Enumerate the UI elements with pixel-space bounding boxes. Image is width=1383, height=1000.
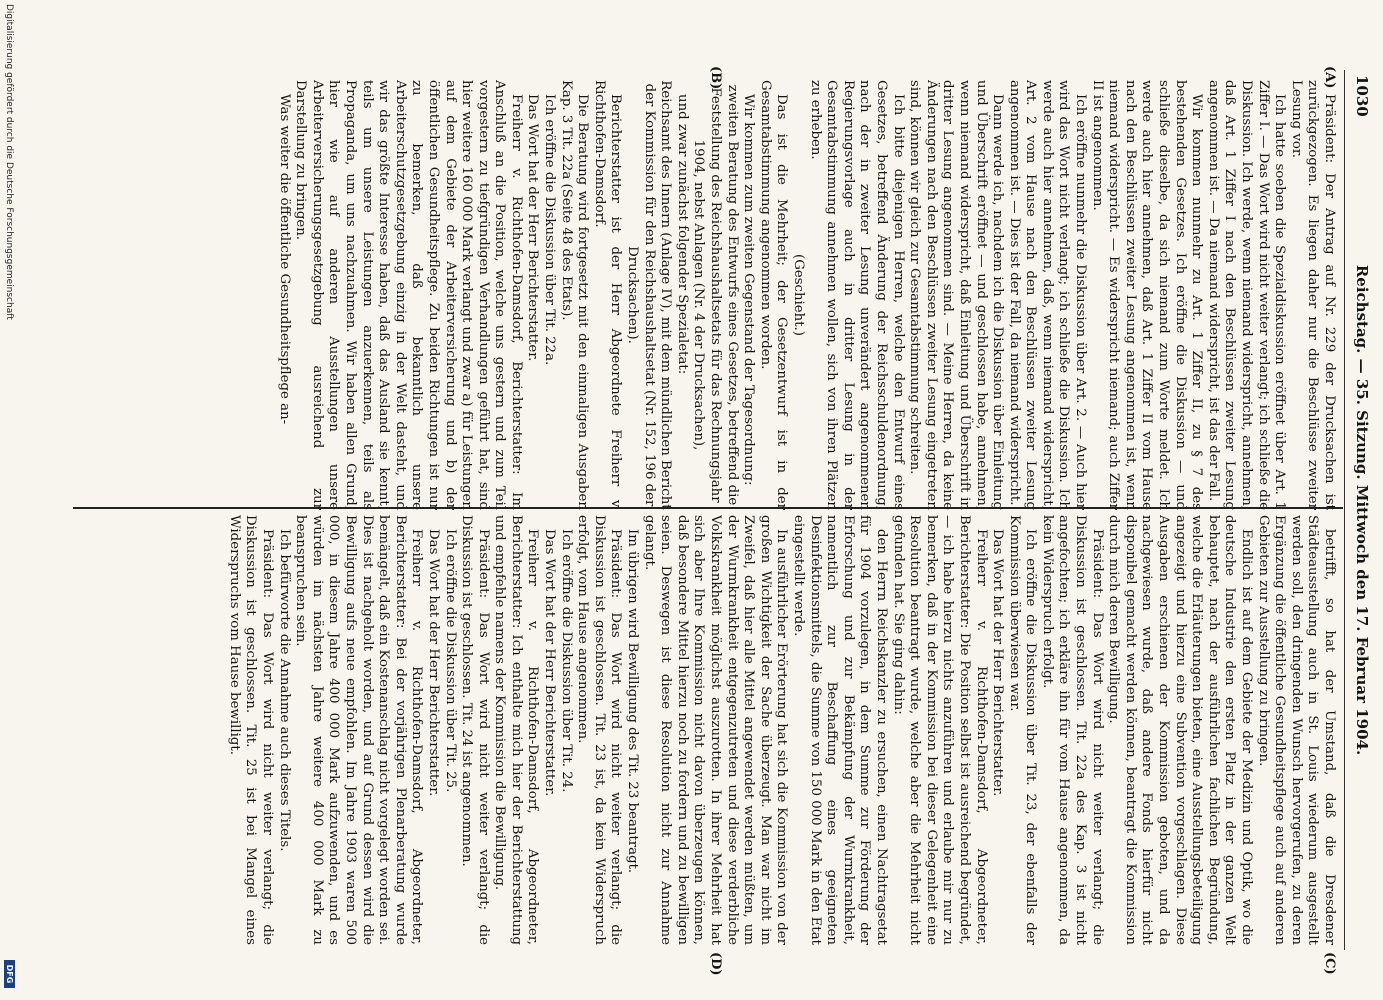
paragraph: und zwar zunächst folgender Spezialetat: xyxy=(674,94,690,375)
margin-marker-b: (B) xyxy=(708,66,723,90)
paragraph: Was weiter die öffentliche Gesundheitspflege an- xyxy=(276,94,292,425)
paragraph: Reichsamt des Innern (Anlage IV), mit dem mündlichen Bericht der Kommission für den Reichshaushaltsetat (Nr. 152, 196 der Drucksachen). xyxy=(625,80,674,510)
header-rule xyxy=(1344,70,1345,950)
paragraph: Wir kommen nunmehr zu Art. 1 Ziffer II, zu § 7 des bestehenden Gesetzes. Ich eröffne die Diskussion — und schließe dieselbe, da sich niemand zum Worte meldet. Ich werde auch hier annehmen, daß Art. 1 Ziffer II vom Hause nach den Beschlüssen zweiter Lesung angenommen ist, wenn niemand widerspricht. — Es widerspricht niemand; auch Ziffer II ist angenommen. xyxy=(1089,80,1205,510)
paragraph: Die Beratung wird fortgesetzt mit den einmaligen Ausgaben Kap. 3 Tit. 22a (Seite 48 des Etats). xyxy=(558,80,591,510)
paragraph: Ich eröffne die Diskussion über Tit. 24. xyxy=(558,529,574,793)
paragraph: Präsident: Der Antrag auf Nr. 229 der Drucksachen ist zurückgezogen. Es liegen daher nur die Beschlüsse zweiter Lesung vor. xyxy=(1288,80,1337,510)
paragraph: In ausführlicher Erörterung hat sich die Kommission von der großen Wichtigkeit der Sache überzeugt. Man war nicht im Zweifel, daß hier alle Mittel angewendet werden müßten, um der Wurmkrankheit entgegenzutreten und diese verderbliche Volkskrankheit möglichst auszurotten. In ihrer Mehrheit hat sich aber Ihre Kommission nicht davon überzeugen können, daß besondere Mittel hierzu noch zu fordern und zu bewilligen seien. Deswegen ist diese Resolution nicht zur Annahme gelangt. xyxy=(641,515,790,945)
paragraph: Freiherr v. Richthofen-Damsdorf, Abgeordneter, Berichterstatter: Bei der vorjährigen Plenarberatung wurde bemängelt, daß ein Kostenanschlag nicht vorgelegt worden sei. Dies ist nachgeholt worden, und auf Grund dessen wird die Bewilligung aufs neue empfohlen. Im Jahre 1903 waren 500 000, in diesem Jahre 400 000 Mark aufzuwenden, und es würden im nächsten Jahre weitere 400 000 Mark zu beanspruchen sein. xyxy=(293,515,425,945)
paragraph: Das Wort hat der Herr Berichterstatter. xyxy=(525,94,541,362)
paragraph: Freiherr v. Richthofen-Damsdorf, Berichterstatter: Im Anschluß an die Position, welche uns gestern und zum Teil vorgestern zu tiefgründigen Verhandlungen geführt hat, sind hier weitere 160 000 Mark verlangt und zwar a) für Leistungen auf dem Gebiete der Arbeiterversicherung und b) der öffentlichen Gesundheitspflege. Zu beiden Richtungen ist nur zu bemerken, daß bekanntlich unsere Arbeiterschutzgesetzgebung einzig in der Welt dasteht, und wir das größte Interesse haben, daß das Ausland sie kennt, teils um unsere Leistungen anzuerkennen, teils als Propaganda, um uns nachzuahmen. Wir haben allen Grund, hier wie auf anderen Ausstellungen unsere Arbeiterversicherungsgesetzgebung ausreichend zur Darstellung zu bringen. xyxy=(293,80,524,510)
column-rule xyxy=(73,507,1343,509)
paragraph: Freiherr v. Richthofen-Damsdorf, Abgeordneter, Berichterstatter: Ich enthalte mich hier der Berichterstattung und empfehle namens der Kommission die Bewilligung. xyxy=(492,515,541,945)
paragraph: Dann werde ich, nachdem ich die Diskussion über Einleitung und Überschrift eröffnet — und geschlossen habe, annehmen, wenn niemand widerspricht, daß Einleitung und Überschrift in dritter Lesung angenommen sind. — Meine Herren, da keine Änderungen nach den Beschlüssen zweiter Lesung eingetreten sind, können wir gleich zur Gesamtabstimmung schreiten. xyxy=(907,80,1006,510)
paragraph: betrifft, so hat der Umstand, daß die Dresdener Städteausstellung auch in St. Louis wiederum ausgestellt werden soll, den dringenden Wunsch hervorgerufen, zu deren Ergänzung die öffentliche Gesundheitspflege auch auf anderen Gebieten zur Ausstellung zu bringen. xyxy=(1255,515,1337,945)
paragraph: Das Wort hat der Herr Berichterstatter. xyxy=(425,529,441,797)
page-number: 1030 xyxy=(1353,75,1371,117)
margin-marker-c: (C) xyxy=(1322,952,1337,975)
paragraph: den Herrn Reichskanzler zu ersuchen, einen Nachtragsetat für 1904 vorzulegen, in dem Summe zur Förderung der Erforschung und zur Bekämpfung der Wurmkrankheit, namentlich zur Beschaffung eines geeigneten Desinfektionsmittels, die Summe von 150 000 Mark in den Etat eingestellt werde. xyxy=(791,515,889,945)
paragraph: Ich hatte soeben die Spezialdiskussion eröffnet über Art. 1 Ziffer I. — Das Wort wird nicht weiter verlangt; ich schließe die Diskussion. Ich werde, wenn niemand widerspricht, annehmen, daß Art. 1 Ziffer I nach den Beschlüssen zweiter Lesung angenommen ist. — Da niemand widerspricht, ist das der Fall. xyxy=(1205,80,1288,510)
digitization-credit: Digitalisierung gefördert durch die Deutsche Forschungsgemeinschaft xyxy=(4,4,14,320)
paragraph: Präsident: Das Wort wird nicht weiter verlangt; die Diskussion ist geschlossen. Tit. 25 ist bei Mangel eines Widerspruchs vom Hause bewilligt. xyxy=(226,515,275,945)
margin-marker-d: (D) xyxy=(708,952,723,976)
paragraph: Ich bitte diejenigen Herren, welche den Entwurf eines Gesetzes, betreffend Änderung der Reichsschuldenordnung, nach der in zweiter Lesung unverändert angenommenen Regierungsvorlage auch in dritter Lesung in der Gesamtabstimmung annehmen wollen, sich von ihren Plätzen zu erheben. xyxy=(807,80,906,510)
paragraph: Freiherr v. Richthofen-Damsdorf, Abgeordneter, Berichterstatter: Die Position selbst ist ausreichend begründet, — ich habe hierzu nichts anzuführen und erlaube mir nur zu bemerken, daß in der Kommission bei dieser Gelegenheit eine Resolution beantragt wurde, welche aber die Mehrheit nicht gefunden hat. Sie ging dahin: xyxy=(890,515,989,945)
paragraph: Ich eröffne die Diskussion über Tit. 22a. xyxy=(542,94,558,366)
paragraph: (Geschieht.) xyxy=(791,254,806,336)
paragraph: Präsident: Das Wort wird nicht weiter verlangt; die Diskussion ist geschlossen. Tit. 22a des Kap. 3 ist nicht angefochten; ich erkläre ihn für vom Hause angenommen, da kein Widerspruch erfolgt. xyxy=(1039,515,1105,945)
page-footer xyxy=(0,0,17,1000)
paragraph: Ich eröffne nunmehr die Diskussion über Art. 2. — Auch hier wird das Wort nicht verlangt; ich schließe die Diskussion. Ich werde auch hier annehmen, daß, wenn niemand widerspricht, Art. 2 vom Hause nach den Beschlüssen zweiter Lesung angenommen ist. — Dies ist der Fall, da niemand widerspricht. xyxy=(1006,80,1089,510)
paragraph: Das ist die Mehrheit; der Gesetzentwurf ist in der Gesamtabstimmung angenommen worden. xyxy=(757,80,790,510)
paragraph: Ich eröffne die Diskussion über Tit. 25. xyxy=(442,529,458,793)
paragraph: Das Wort hat der Herr Berichterstatter. xyxy=(542,529,558,797)
paragraph: Präsident: Das Wort wird nicht weiter verlangt; die Diskussion ist geschlossen. Tit. 24 ist angenommen. xyxy=(459,515,491,945)
dfg-logo: DFG xyxy=(4,960,15,988)
paragraph: Präsident: Das Wort wird nicht weiter verlangt; die Diskussion ist geschlossen. Tit. 23 ist, da kein Widerspruch erfolgt, vom Hause angenommen. xyxy=(575,515,624,945)
paragraph: Berichterstatter ist der Herr Abgeordnete Freiherr v. Richthofen-Damsdorf. xyxy=(591,80,624,510)
margin-marker-a: (A) xyxy=(1322,66,1337,89)
paragraph: zweiten Beratung des Entwurfs eines Gesetzes, betreffend die Feststellung des Reichshaushaltsetats für das Rechnungsjahr 1904, nebst Anlagen (Nr. 4 der Drucksachen), xyxy=(691,84,740,506)
paragraph: Im übrigen wird Bewilligung des Tit. 23 beantragt. xyxy=(625,529,641,874)
page-title: Reichstag. — 35. Sitzung. Mittwoch den 17. Februar 1904. xyxy=(1353,264,1371,756)
paragraph: Wir kommen zum zweiten Gegenstand der Tagesordnung: xyxy=(741,94,757,486)
paragraph: Das Wort hat der Herr Berichterstatter. xyxy=(990,529,1006,797)
paragraph: Ich eröffne die Diskussion über Tit. 23, der ebenfalls der Kommission überwiesen war. xyxy=(1006,515,1039,945)
paragraph: Endlich ist auf dem Gebiete der Medizin und Optik, wo die deutsche Industrie den ersten Platz in der ganzen Welt behauptet, nach der ausführlichen fachlichen Begründung, welche die Erläuterungen bieten, eine Ausstellungsbeteiligung angezeigt und hierzu eine Subvention vorgeschlagen. Diese Ausgaben erschienen der Kommission geboten, und da nachgewiesen wurde, daß andere Fonds hierfür nicht disponibel gemacht werden können, beantragt die Kommission durch mich deren Bewilligung. xyxy=(1106,515,1255,945)
paragraph: Ich befürworte die Annahme auch dieses Titels. xyxy=(276,529,292,852)
right-column xyxy=(87,515,1337,945)
left-column xyxy=(87,80,1337,510)
page-header xyxy=(1343,75,1371,945)
